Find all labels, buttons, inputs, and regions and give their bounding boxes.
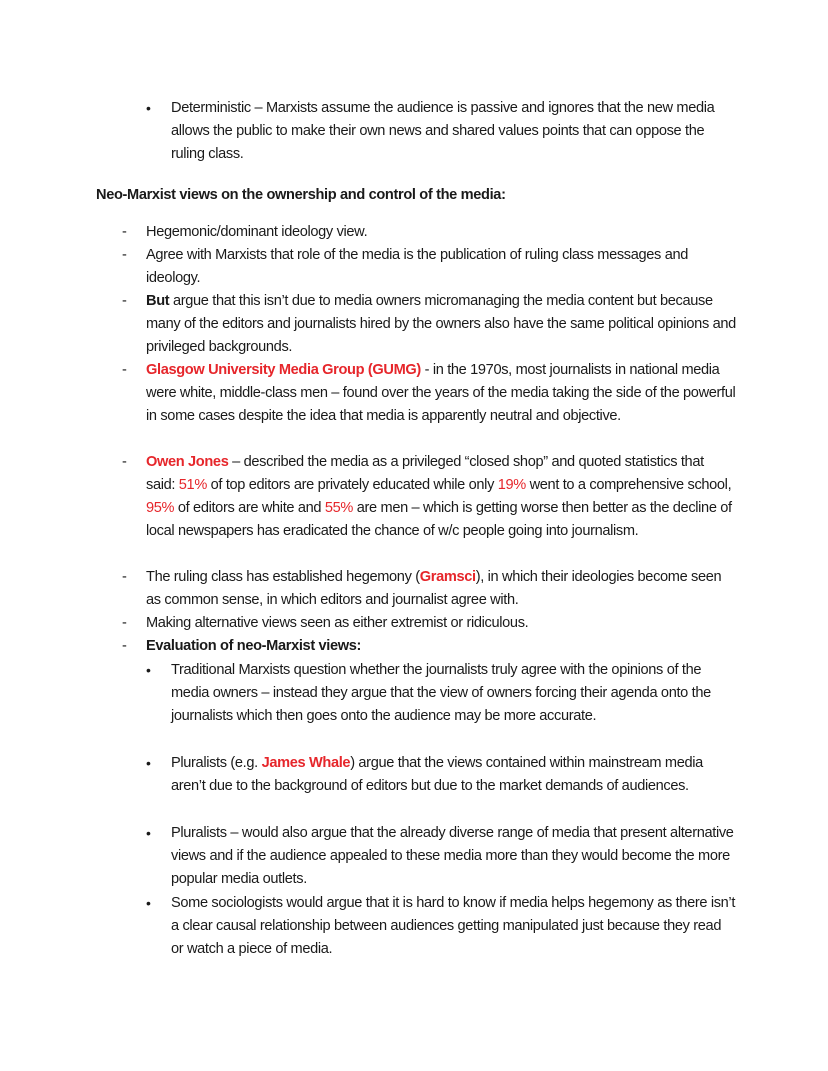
evaluation-bullet-text: Pluralists – would also argue that the already diverse range of media that present alternative views and if the audience appealed to these media more than they would become the more popular media outlets. <box>171 825 734 887</box>
dash-item-body: argue that this isn’t due to media owners micromanaging the media content but because many of the editors and journalists hired by the owners also have the same political opinions and privileged backgrounds. <box>146 293 736 355</box>
dash-item-text <box>146 290 736 359</box>
bullet-dot-icon: • <box>146 755 151 771</box>
text-fragment: ) argue that the views contained within mainstream media aren’t due to the background of editors but due to the market demands of audiences. <box>171 755 703 794</box>
text-fragment: of top editors are privately educated while only <box>206 477 498 493</box>
evaluation-subheading: Evaluation of neo-Marxist views: <box>146 638 362 654</box>
dash-marker-icon: - <box>122 638 127 654</box>
text-fragment: The ruling class has established hegemony ( <box>146 569 420 585</box>
intro-bullet-text: Deterministic – Marxists assume the audience is passive and ignores that the new media allows the public to make their own news and shared values points that can oppose the ruling class. <box>171 100 715 162</box>
stat-51: 51% <box>178 477 207 493</box>
dash-marker-icon: - <box>122 247 127 263</box>
dash-item-text <box>146 451 736 543</box>
stat-95: 95% <box>146 500 175 516</box>
dash-item-text: Agree with Marxists that role of the media is the publication of ruling class messages and ideology. <box>146 247 688 286</box>
dash-item-text <box>146 359 736 428</box>
text-fragment: Pluralists (e.g. <box>171 755 262 771</box>
dash-marker-icon: - <box>122 615 127 631</box>
stat-55: 55% <box>324 500 354 516</box>
dash-marker-icon: - <box>122 293 127 309</box>
text-fragment: – described the media as a privileged “closed shop” and quoted statistics that said: <box>146 454 704 493</box>
evaluation-bullet-text <box>171 752 736 798</box>
source-owen-jones: Owen Jones <box>146 454 229 470</box>
evaluation-bullet-text: Traditional Marxists question whether the journalists truly agree with the opinions of the media owners – instead they argue that the view of owners forcing their agenda onto the journalists which then goes onto the audience may be more accurate. <box>171 662 711 724</box>
dash-marker-icon: - <box>122 569 127 585</box>
bullet-dot-icon: • <box>146 100 151 116</box>
section-heading: Neo-Marxist views on the ownership and control of the media: <box>96 187 506 203</box>
source-james-whale: James Whale <box>261 755 351 771</box>
dash-marker-icon: - <box>122 454 127 470</box>
text-fragment: of editors are white and <box>174 500 325 516</box>
dash-item-body: - in the 1970s, most journalists in national media were white, middle-class men – found over the years of the media taking the side of the powerful in some cases despite the idea that media is apparently neutral and objective. <box>146 362 736 424</box>
dash-item-text: Hegemonic/dominant ideology view. <box>146 224 368 240</box>
bullet-dot-icon: • <box>146 895 151 911</box>
source-gumg: Glasgow University Media Group (GUMG) <box>146 362 421 378</box>
bullet-dot-icon: • <box>146 825 151 841</box>
dash-marker-icon: - <box>122 362 127 378</box>
bullet-dot-icon: • <box>146 662 151 678</box>
bold-lead: But <box>146 293 170 309</box>
evaluation-bullet-text: Some sociologists would argue that it is hard to know if media helps hegemony as there isn’t a clear causal relationship between audiences getting manipulated just because they read or watch a piece of media. <box>171 895 736 957</box>
dash-item-text: Making alternative views seen as either extremist or ridiculous. <box>146 615 529 631</box>
text-fragment: went to a comprehensive school, <box>525 477 732 493</box>
text-fragment: are men – which is getting worse then better as the decline of local newspapers has eradicated the chance of w/c people going into journalism. <box>146 500 732 539</box>
source-gramsci: Gramsci <box>419 569 476 585</box>
text-fragment: ), in which their ideologies become seen as common sense, in which editors and journalist agree with. <box>146 569 722 608</box>
dash-item-text <box>146 566 736 612</box>
dash-marker-icon: - <box>122 224 127 240</box>
stat-19: 19% <box>497 477 526 493</box>
